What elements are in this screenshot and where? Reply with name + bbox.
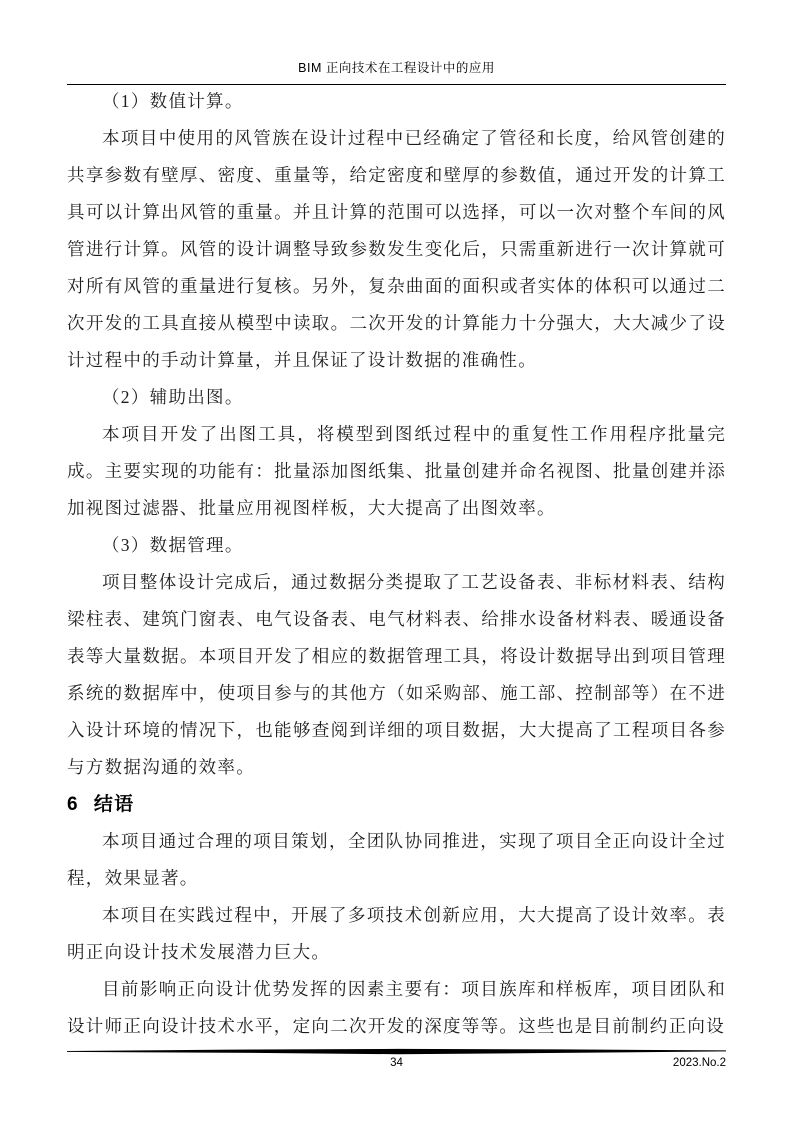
page-body <box>67 83 726 1045</box>
section-number: 6 <box>67 794 79 815</box>
section-title: 结语 <box>93 794 135 815</box>
paragraph-conclusion-1: 本项目通过合理的项目策划，全团队协同推进，实现了项目全正向设计全过程，效果显著。 <box>67 831 726 888</box>
issue-number: 2023.No.2 <box>672 1057 726 1069</box>
footer-rule <box>67 1048 726 1055</box>
paragraph-drawing-assist: 本项目开发了出图工具，将模型到图纸过程中的重复性工作用程序批量完成。主要实现的功能有：批量添加图纸集、批量创建并命名视图、批量创建并添加视图过滤器、批量应用视图样板，大大提高了出图效率。 <box>67 424 726 518</box>
list-item-heading-3: （3）数据管理。 <box>102 535 244 555</box>
list-item-heading-1: （1）数值计算。 <box>102 91 244 111</box>
paragraph-data-management: 项目整体设计完成后，通过数据分类提取了工艺设备表、非标材料表、结构梁柱表、建筑门窗表、电气设备表、电气材料表、给排水设备材料表、暖通设备表等大量数据。本项目开发了相应的数据管理工具，将设计数据导出到项目管理系统的数据库中，使项目参与的其他方（如采购部、施工部、控制部等）在不进入设计环境的情况下，也能够查阅到详细的项目数据，大大提高了工程项目各参与方数据沟通的效率。 <box>67 572 726 777</box>
paragraph-numeric-calculation: 本项目中使用的风管族在设计过程中已经确定了管径和长度，给风管创建的共享参数有壁厚、密度、重量等，给定密度和壁厚的参数值，通过开发的计算工具可以计算出风管的重量。并且计算的范围可以选择，可以一次对整个车间的风管进行计算。风管的设计调整导致参数发生变化后，只需重新进行一次计算就可对所有风管的重量进行复核。另外，复杂曲面的面积或者实体的体积可以通过二次开发的工具直接从模型中读取。二次开发的计算能力十分强大，大大减少了设计过程中的手动计算量，并且保证了设计数据的准确性。 <box>67 128 726 370</box>
paragraph-conclusion-3: 目前影响正向设计优势发挥的因素主要有：项目族库和样板库，项目团队和设计师正向设计技术水平，定向二次开发的深度等等。这些也是目前制约正向设 <box>67 979 726 1036</box>
paragraph-conclusion-2: 本项目在实践过程中，开展了多项技术创新应用，大大提高了设计效率。表明正向设计技术发展潜力巨大。 <box>67 905 726 962</box>
list-item-heading-2: （2）辅助出图。 <box>102 387 244 407</box>
section-heading <box>67 786 726 823</box>
page-number: 34 <box>390 1057 403 1069</box>
running-header-title: BIM 正向技术在工程设计中的应用 <box>298 61 495 75</box>
